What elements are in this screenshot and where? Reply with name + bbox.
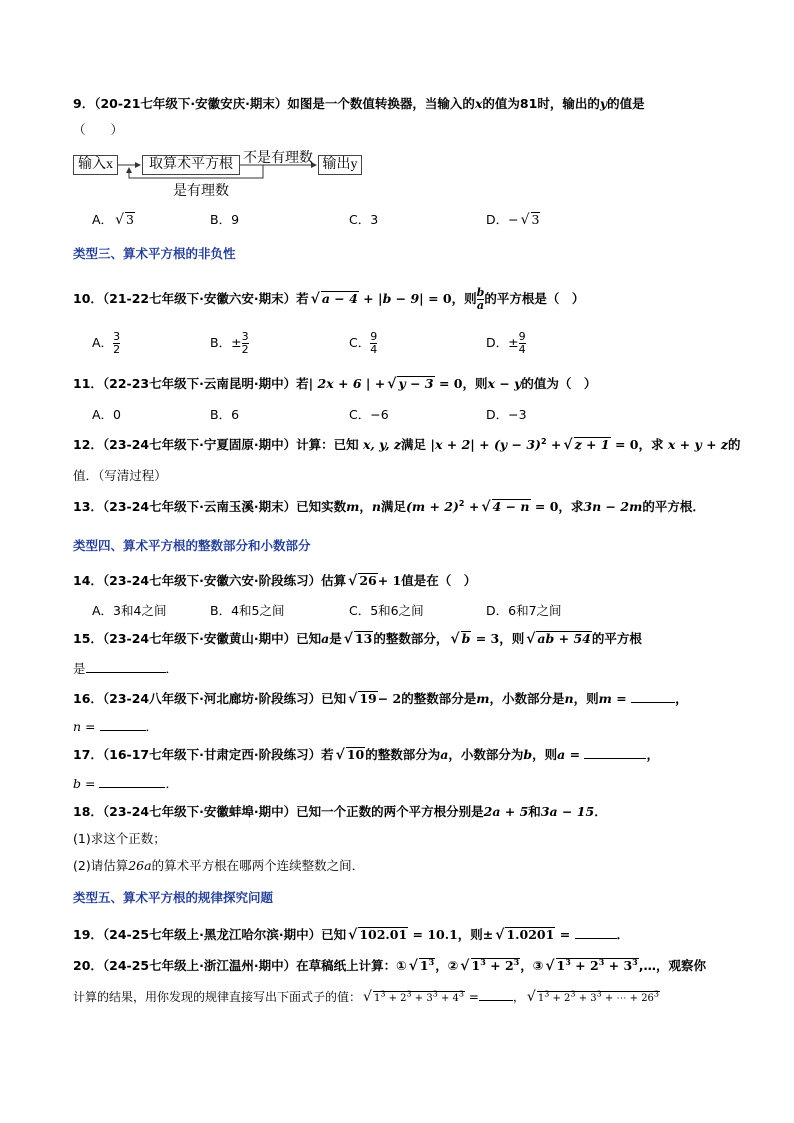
q10-options [92, 330, 732, 356]
q14-option-c[interactable]: C．5和6之间 [349, 603, 424, 618]
q12-stem: 12．（23-24七年级下·宁夏固原·期中）计算：已知 x, y, z满足 $|x + 2| + (y - 3)^2$ + √ z + 1 = 0，求 x + y + z的 [73, 436, 741, 453]
q16-line2: n = ． [73, 719, 159, 734]
q10-frac: $\frac{b}{a}$ [476, 286, 485, 312]
q11-option-b[interactable]: B．6 [210, 407, 240, 422]
q20-line2: 计算的结果，用你发现的规律直接写出下面式子的值： √ $1^3 + 2^3 + 3^3 + 4^3$ = ， √ $1^3 + 2^3 + 3^3$ + ⋯ + $26^3$ [73, 989, 660, 1005]
section-3-heading: 类型三、算术平方根的非负性 [73, 246, 236, 261]
q11-option-a[interactable]: A．0 [92, 407, 122, 422]
q11-options [92, 405, 732, 425]
q17-stem: 17．（16-17七年级下·甘肃定西·阶段练习）若 √ 10的整数部分为a，小数部分为b，则a = ， [73, 747, 659, 763]
q11-option-c[interactable]: C．−6 [349, 407, 389, 422]
q19-stem: 19．（24-25七年级上·黑龙江哈尔滨·期中）已知 √ 102.01 = 10.1，则± √ 1.0201 = ． [73, 927, 630, 943]
q9-option-a[interactable]: A． √ 3 [92, 212, 134, 228]
q20-blank[interactable] [479, 988, 513, 1001]
q17-line2: b = ． [73, 776, 178, 791]
q11-option-d[interactable]: D．−3 [486, 407, 527, 422]
q15-answer-blank[interactable] [86, 660, 166, 673]
q16-stem: 16．（23-24八年级下·河北廊坊·阶段练习）已知 √ 19− 2的整数部分是m，小数部分是n，则m = ， [73, 691, 688, 707]
q10-stem: 10．（21-22七年级下·安徽六安·期末）若 √ a − 4 + |b − 9| = 0，则 $\frac{b}{a}$ 的平方根是（ ） [73, 286, 585, 312]
q10-option-a[interactable]: A． $\frac{3}{2}$ [92, 330, 121, 356]
q15-stem: 15．（23-24七年级下·安徽黄山·期中）已知a是 √ 13的整数部分， √ b = 3，则 √ ab + 54的平方根 [73, 631, 642, 647]
q16-m-blank[interactable] [631, 690, 675, 703]
q9-option-d[interactable]: D．− √ 3 [486, 212, 540, 228]
q18-sub1: (1)求这个正数； [73, 831, 166, 846]
q10-option-b[interactable]: B．± $\frac{3}{2}$ [210, 330, 249, 356]
q9-paren: （ ） [73, 122, 124, 137]
q9-option-c[interactable]: C．3 [349, 212, 379, 227]
q14-option-d[interactable]: D．6和7之间 [486, 603, 562, 618]
q9-option-b[interactable]: B．9 [210, 212, 240, 227]
q9-options [92, 210, 732, 230]
q20-stem: 20．（24-25七年级上·浙江温州·期中）在草稿纸上计算：① √ $1^3$，② √ $1^3 + 2^3$，③ √ $1^3 + 2^3$ + $3^3,\dots$，观察你 [73, 956, 706, 974]
q15-line2: 是 ． [73, 661, 179, 676]
q10-option-c[interactable]: C． $\frac{9}{4}$ [349, 330, 378, 356]
not-rational-label: 不是有理数 [243, 151, 313, 166]
q12-line2: 值．（写清过程） [73, 468, 167, 483]
q14-option-b[interactable]: B．4和5之间 [210, 603, 285, 618]
q14-options [92, 601, 732, 621]
converter-diagram [73, 144, 373, 204]
process-box: 取算术平方根 [142, 155, 240, 175]
q13-stem: 13．（23-24七年级下·云南玉溪·期末）已知实数m，n满足$(m + 2)^2$ + √ 4 − n = 0，求3n − 2m的平方根． [73, 498, 705, 515]
q18-stem: 18．（23-24七年级下·安徽蚌埠·期中）已知一个正数的两个平方根分别是2a + 5和3a − 15． [73, 804, 607, 819]
section-5-heading: 类型五、算术平方根的规律探究问题 [73, 890, 274, 905]
q17-a-blank[interactable] [584, 746, 646, 759]
q10-option-d[interactable]: D．± $\frac{9}{4}$ [486, 330, 526, 356]
q17-b-blank[interactable] [99, 775, 165, 788]
output-box: 输出y [318, 155, 362, 175]
q16-n-blank[interactable] [100, 718, 146, 731]
q9-stem: 9．（20-21七年级下·安徽安庆·期末）如图是一个数值转换器，当输入的x的值为81时，输出的y的值是 [73, 96, 645, 111]
q18-sub2: (2)请估算26a的算术平方根在哪两个连续整数之间． [73, 858, 365, 873]
section-4-heading: 类型四、算术平方根的整数部分和小数部分 [73, 538, 311, 553]
q19-blank[interactable] [575, 926, 617, 939]
q14-stem: 14．（23-24七年级下·安徽六安·阶段练习）估算 √ 26+ 1值是在（ ） [73, 573, 477, 589]
q14-option-a[interactable]: A．3和4之间 [92, 603, 167, 618]
input-box: 输入x [73, 155, 118, 175]
is-rational-label: 是有理数 [173, 184, 229, 199]
q11-stem: 11．（22-23七年级下·云南昆明·期中）若| 2x + 6 | + √ y − 3 = 0，则x − y的值为（ ） [73, 376, 597, 392]
